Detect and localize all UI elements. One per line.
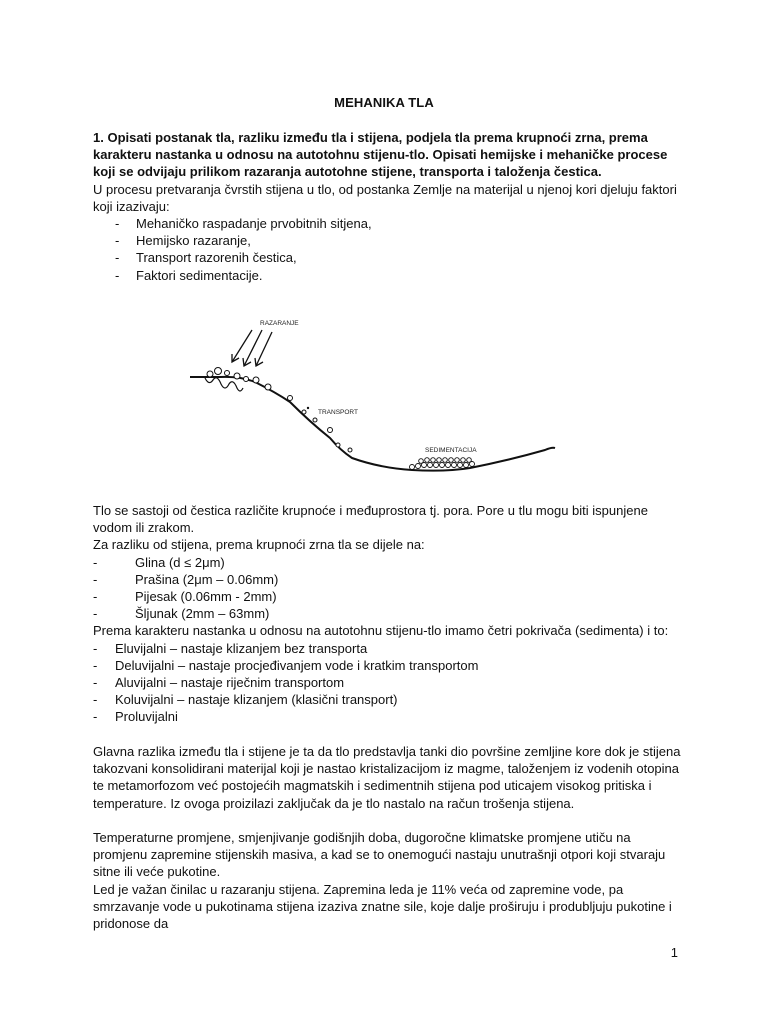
difference-paragraph: Glavna razlika između tla i stijene je ta da tlo predstavlja tanki dio površine zemljine kore dok je stijena takozvani konsolidirani materijal koji je nastao kristalizacijom iz magme, taloženjem iz vodenih otopina te metamorfozom već postojećih magmatskih i sedimentnih stijena pod uticajem visokog pritiska i temperature. Iz ovoga proizilazi zaključak da je tlo nastalo na račun trošenja stijena. bbox=[93, 744, 681, 811]
ground-profile bbox=[190, 377, 555, 471]
section-1 bbox=[93, 129, 683, 284]
composition-paragraph: Tlo se sastoji od čestica različite krupnoće i međuprostora tj. pora. Pore u tlu mogu biti ispunjene vodom ili zrakom. bbox=[93, 503, 648, 536]
list-item: - Hemijsko razaranje, bbox=[93, 232, 683, 249]
list-item: - Eluvijalni – nastaje klizanjem bez transporta bbox=[93, 640, 683, 657]
list-item: - Deluvijalni – nastaje procjeđivanjem vode i kratkim transportom bbox=[93, 657, 683, 674]
page-number: 1 bbox=[670, 945, 678, 960]
list-item: - Proluvijalni bbox=[93, 708, 683, 725]
label-sedimentacija: SEDIMENTACIJA bbox=[425, 447, 477, 454]
section-4 bbox=[93, 829, 683, 932]
label-razaranje: RAZARANJE bbox=[260, 320, 299, 327]
origin-types-list bbox=[93, 640, 683, 726]
label-transport: TRANSPORT bbox=[318, 409, 358, 416]
list-item: - Faktori sedimentacije. bbox=[93, 267, 683, 284]
intro-paragraph: U procesu pretvaranja čvrstih stijena u tlo, od postanka Zemlje na materijal u njenoj kori djeluju faktori koji izazivaju: bbox=[93, 181, 677, 214]
temperature-paragraph: Temperaturne promjene, smjenjivanje godišnjih doba, dugoročne klimatske promjene utiču na promjenu zapremine stijenskih masiva, a kad se to onemogući nastaju unutrašnji otpori koji stvaraju sitne ili veće pukotine. bbox=[93, 830, 666, 880]
erosion-arrows bbox=[232, 330, 272, 366]
grain-intro: Za razliku od stijena, prema krupnoći zrna tla se dijele na: bbox=[93, 537, 425, 553]
list-item: - Glina (d ≤ 2μm) bbox=[93, 554, 683, 571]
section-3 bbox=[93, 743, 683, 812]
list-item: - Šljunak (2mm – 63mm) bbox=[93, 605, 683, 622]
list-item: - Pijesak (0.06mm - 2mm) bbox=[93, 588, 683, 605]
weathered-surface bbox=[205, 378, 243, 391]
question-heading: 1. Opisati postanak tla, razliku između tla i stijena, podjela tla prema krupnoći zrna, prema karakteru nastanka u odnosu na autotohnu stijenu-tlo. Opisati hemijske i mehaničke procese koji se odvijaju prilikom razaranja autotohne stijene, transporta i taloženja čestica. bbox=[93, 130, 668, 180]
list-item: - Prašina (2μm – 0.06mm) bbox=[93, 571, 683, 588]
weathering-diagram-svg bbox=[180, 310, 570, 480]
weathering-diagram bbox=[180, 310, 570, 480]
list-item: - Mehaničko raspadanje prvobitnih sitjena, bbox=[93, 215, 683, 232]
transport-dot bbox=[307, 407, 309, 409]
sediment-pile bbox=[410, 458, 475, 470]
origin-intro: Prema karakteru nastanka u odnosu na autotohnu stijenu-tlo imamo četri pokrivača (sedimenta) i to: bbox=[93, 623, 669, 639]
section-2 bbox=[93, 502, 683, 726]
factors-list bbox=[93, 215, 683, 284]
grain-size-list bbox=[93, 554, 683, 623]
list-item: - Aluvijalni – nastaje riječnim transportom bbox=[93, 674, 683, 691]
list-item: - Transport razorenih čestica, bbox=[93, 249, 683, 266]
list-item: - Koluvijalni – nastaje klizanjem (klasični transport) bbox=[93, 691, 683, 708]
page-title: MEHANIKA TLA bbox=[334, 95, 434, 110]
ice-paragraph: Led je važan činilac u razaranju stijena. Zapremina leda je 11% veća od zapremine vode, pa smrzavanje vode u pukotinama stijena izaziva znatne sile, koje dalje proširuju i produbljuju pukotine i pridonose da bbox=[93, 881, 672, 932]
